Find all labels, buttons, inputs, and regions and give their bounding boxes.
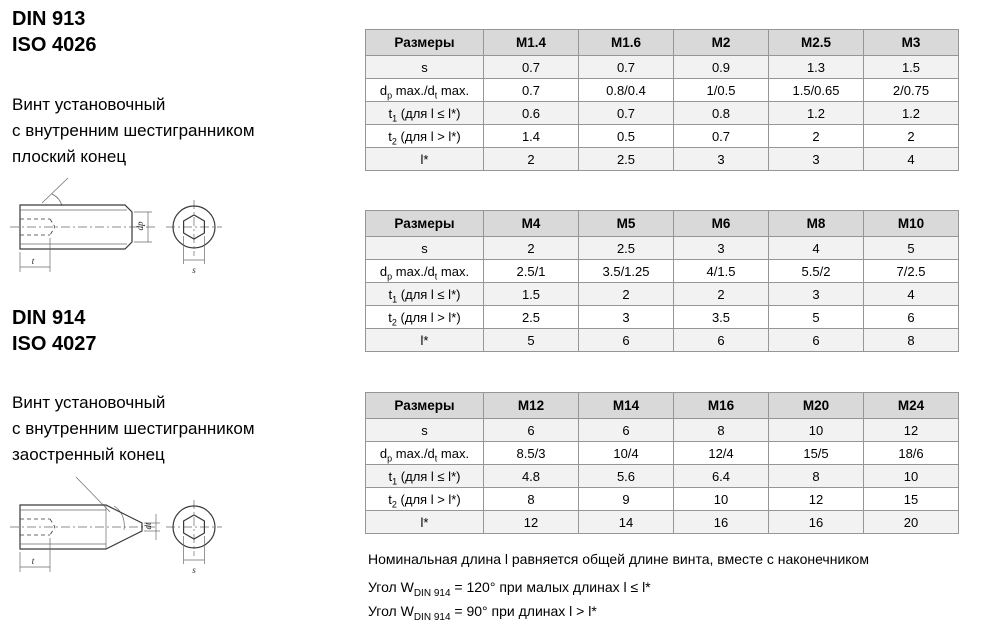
value-cell: 2/0.75 xyxy=(864,79,959,102)
value-cell: 2.5 xyxy=(579,237,674,260)
size-header: M4 xyxy=(484,211,579,237)
value-cell: 6 xyxy=(579,329,674,352)
row-l xyxy=(366,148,959,171)
value-cell: 6 xyxy=(484,419,579,442)
row-label-t2: $t_2$ (для l > l*) xyxy=(366,125,484,148)
row-d xyxy=(366,79,959,102)
size-header: M8 xyxy=(769,211,864,237)
nominal-length-note: Номинальная длина l равняется общей длине винта, вместе с наконечником xyxy=(368,551,869,567)
value-cell: 4.8 xyxy=(484,465,579,488)
value-cell: 2.5/1 xyxy=(484,260,579,283)
value-cell: 0.8/0.4 xyxy=(579,79,674,102)
value-cell: 10/4 xyxy=(579,442,674,465)
row-label-d: $d_p$ $\max./d_t$ max. xyxy=(366,79,484,102)
size-header: M12 xyxy=(484,393,579,419)
size-header: M10 xyxy=(864,211,959,237)
row-s xyxy=(366,237,959,260)
size-header: M2.5 xyxy=(769,30,864,56)
size-header: M5 xyxy=(579,211,674,237)
value-cell: 12 xyxy=(769,488,864,511)
value-cell: 4/1.5 xyxy=(674,260,769,283)
value-cell: 3.5 xyxy=(674,306,769,329)
din913-drawing-wrap xyxy=(6,172,241,289)
spec-table-mid-sizes xyxy=(365,210,959,352)
din913-number: DIN 913 xyxy=(12,8,86,30)
size-header: M14 xyxy=(579,393,674,419)
row-s xyxy=(366,419,959,442)
flat-across-flats-label: s xyxy=(192,265,196,275)
row-label-t1: $t_1$ (для l ≤ l*) xyxy=(366,102,484,125)
value-cell: 8 xyxy=(484,488,579,511)
value-cell: 6 xyxy=(864,306,959,329)
value-cell: 1.5 xyxy=(864,56,959,79)
value-cell: 6 xyxy=(674,329,769,352)
din913-description xyxy=(12,92,255,170)
sizes-col-header: Размеры xyxy=(366,393,484,419)
value-cell: 8 xyxy=(864,329,959,352)
din914-desc-line1: Винт установочный xyxy=(12,393,166,412)
value-cell: 3 xyxy=(579,306,674,329)
value-cell: 0.7 xyxy=(674,125,769,148)
value-cell: 16 xyxy=(769,511,864,534)
value-cell: 15/5 xyxy=(769,442,864,465)
value-cell: 0.7 xyxy=(579,56,674,79)
value-cell: 2.5 xyxy=(484,306,579,329)
size-header: M20 xyxy=(769,393,864,419)
row-l xyxy=(366,511,959,534)
value-cell: 4 xyxy=(769,237,864,260)
value-cell: 2 xyxy=(484,237,579,260)
table-header-row xyxy=(366,30,959,56)
value-cell: 0.5 xyxy=(579,125,674,148)
din914-desc-line2: с внутренним шестигранником xyxy=(12,419,255,438)
size-header: M24 xyxy=(864,393,959,419)
cone-point-diameter-label: dt xyxy=(143,522,153,530)
row-t2 xyxy=(366,306,959,329)
row-label-l: l* xyxy=(366,329,484,352)
value-cell: 1.4 xyxy=(484,125,579,148)
row-t1 xyxy=(366,465,959,488)
row-t2 xyxy=(366,488,959,511)
table-header-row xyxy=(366,393,959,419)
size-header: M1.4 xyxy=(484,30,579,56)
din913-desc-line3: плоский конец xyxy=(12,147,127,166)
size-header: M3 xyxy=(864,30,959,56)
din914-number: DIN 914 xyxy=(12,307,86,329)
row-s xyxy=(366,56,959,79)
value-cell: 1.5 xyxy=(484,283,579,306)
value-cell: 3 xyxy=(674,237,769,260)
value-cell: 1.3 xyxy=(769,56,864,79)
sizes-col-header: Размеры xyxy=(366,30,484,56)
value-cell: 0.7 xyxy=(579,102,674,125)
spec-table-small-sizes xyxy=(365,29,959,171)
value-cell: 6 xyxy=(769,329,864,352)
flat-point-screw-drawing xyxy=(6,172,241,284)
din914-heading xyxy=(12,305,97,357)
value-cell: 8.5/3 xyxy=(484,442,579,465)
value-cell: 5.5/2 xyxy=(769,260,864,283)
value-cell: 0.9 xyxy=(674,56,769,79)
table-header-row xyxy=(366,211,959,237)
row-t2 xyxy=(366,125,959,148)
flat-depth-label: t xyxy=(31,256,35,266)
value-cell: 1.5/0.65 xyxy=(769,79,864,102)
row-d xyxy=(366,442,959,465)
value-cell: 16 xyxy=(674,511,769,534)
value-cell: 12 xyxy=(484,511,579,534)
angle-90-note: Угол $W_{DIN 914} = 90^\circ$ при длинах l > l* xyxy=(368,603,597,623)
value-cell: 6 xyxy=(579,419,674,442)
value-cell: 20 xyxy=(864,511,959,534)
value-cell: 2 xyxy=(674,283,769,306)
iso4027-number: ISO 4027 xyxy=(12,333,97,355)
sizes-col-header: Размеры xyxy=(366,211,484,237)
row-t1 xyxy=(366,283,959,306)
row-label-d: $d_p$ $\max./d_t$ max. xyxy=(366,442,484,465)
value-cell: 2 xyxy=(579,283,674,306)
row-label-s: s xyxy=(366,237,484,260)
size-header: M1.6 xyxy=(579,30,674,56)
value-cell: 9 xyxy=(579,488,674,511)
row-label-s: s xyxy=(366,56,484,79)
din913-desc-line1: Винт установочный xyxy=(12,95,166,114)
din913-heading xyxy=(12,6,97,58)
row-label-s: s xyxy=(366,419,484,442)
value-cell: 1/0.5 xyxy=(674,79,769,102)
value-cell: 12/4 xyxy=(674,442,769,465)
row-label-t2: $t_2$ (для l > l*) xyxy=(366,488,484,511)
value-cell: 0.8 xyxy=(674,102,769,125)
row-l xyxy=(366,329,959,352)
value-cell: 8 xyxy=(674,419,769,442)
value-cell: 5 xyxy=(484,329,579,352)
din914-desc-line3: заостренный конец xyxy=(12,445,165,464)
value-cell: 0.6 xyxy=(484,102,579,125)
iso4026-number: ISO 4026 xyxy=(12,34,97,56)
din913-desc-line2: с внутренним шестигранником xyxy=(12,121,255,140)
cone-depth-label: t xyxy=(31,556,35,566)
row-t1 xyxy=(366,102,959,125)
value-cell: 6.4 xyxy=(674,465,769,488)
cone-across-flats-label: s xyxy=(192,565,196,575)
value-cell: 7/2.5 xyxy=(864,260,959,283)
size-header: M16 xyxy=(674,393,769,419)
size-header: M2 xyxy=(674,30,769,56)
value-cell: 2 xyxy=(769,125,864,148)
row-label-t2: $t_2$ (для l > l*) xyxy=(366,306,484,329)
angle-120-note: Угол $W_{DIN 914} = 120^\circ$ при малых длинах l ≤ l* xyxy=(368,579,651,599)
row-label-l: l* xyxy=(366,148,484,171)
value-cell: 2.5 xyxy=(579,148,674,171)
value-cell: 10 xyxy=(674,488,769,511)
value-cell: 14 xyxy=(579,511,674,534)
value-cell: 0.7 xyxy=(484,56,579,79)
value-cell: 5.6 xyxy=(579,465,674,488)
value-cell: 5 xyxy=(769,306,864,329)
value-cell: 1.2 xyxy=(864,102,959,125)
row-label-t1: $t_1$ (для l ≤ l*) xyxy=(366,465,484,488)
value-cell: 3.5/1.25 xyxy=(579,260,674,283)
value-cell: 10 xyxy=(864,465,959,488)
spec-table-large-sizes xyxy=(365,392,959,534)
row-label-t1: $t_1$ (для l ≤ l*) xyxy=(366,283,484,306)
flat-point-diameter-label: dp xyxy=(135,221,145,231)
value-cell: 0.7 xyxy=(484,79,579,102)
value-cell: 3 xyxy=(769,283,864,306)
value-cell: 18/6 xyxy=(864,442,959,465)
value-cell: 2 xyxy=(864,125,959,148)
value-cell: 5 xyxy=(864,237,959,260)
cone-point-screw-drawing xyxy=(6,472,241,584)
value-cell: 2 xyxy=(484,148,579,171)
value-cell: 10 xyxy=(769,419,864,442)
value-cell: 8 xyxy=(769,465,864,488)
size-header: M6 xyxy=(674,211,769,237)
row-d xyxy=(366,260,959,283)
value-cell: 1.2 xyxy=(769,102,864,125)
value-cell: 4 xyxy=(864,283,959,306)
row-label-d: $d_p$ $\max./d_t$ max. xyxy=(366,260,484,283)
value-cell: 15 xyxy=(864,488,959,511)
din914-drawing-wrap xyxy=(6,472,241,589)
value-cell: 4 xyxy=(864,148,959,171)
value-cell: 3 xyxy=(769,148,864,171)
din914-description xyxy=(12,390,255,468)
value-cell: 3 xyxy=(674,148,769,171)
value-cell: 12 xyxy=(864,419,959,442)
row-label-l: l* xyxy=(366,511,484,534)
